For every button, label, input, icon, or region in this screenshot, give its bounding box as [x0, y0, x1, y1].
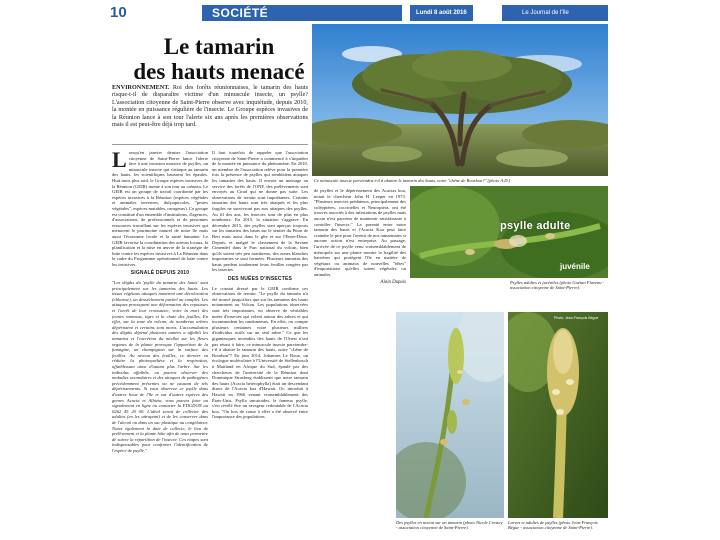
- subhead-signale: SIGNALÉ DEPUIS 2010: [130, 270, 190, 277]
- tamarin-tree-photo: [312, 24, 608, 176]
- tree-landscape-image: [312, 24, 608, 176]
- title-line-1: Le tamarin: [163, 34, 275, 59]
- main-photo-caption: Ce minuscule insecte parviendra-t-il à abattre le tamarin des hauts, notre "chêne de Bourbon?" (photo A.D.): [314, 178, 511, 183]
- subhead-nuees: DES NUÉES D'INSECTES: [227, 276, 293, 283]
- newspaper-name: Le Journal de l'île: [502, 5, 608, 21]
- juvenile-label: juvénile: [560, 262, 590, 271]
- larvae-adults-photo: [508, 312, 608, 518]
- section-title: SOCIÉTÉ: [202, 5, 402, 21]
- drop-cap: L: [112, 150, 127, 172]
- col1-paragraph: orsqu'en janvier dernier l'association citoyenne de Saint-Pierre lance l'alerte face à une invasion massive de psylles, un minuscule insecte qui s'attaque au tamarin des hauts, les scientifiques haussent les épaules. Huit mois plus tard, le Groupe espèces invasives de la Réunion (GEIR) monte à son tour au créneau. Le GEIR est un groupe de travail coordonné par les espèces invasives à la Réunion (espèces végétales et animales terrestres, dulçaquicoles, "pestes végétales", espèces mutables, ravageurs). Ce groupe est constitué d'un ensemble d'institutions, d'agences, d'associations, de professionnels et de personnes ressources travaillant sur les espèces invasives qui menacent le patrimoine naturel de notre île mais aussi l'économie locale et la santé humaine. Le GEIR favorise la coordination des acteurs locaux, la planification et la mise en œuvre de la stratégie de lutte contre les espèces invasives à La Réunion dans le cadre du Programme opérationnel de lutte contre les invasives.: [112, 150, 208, 267]
- newspaper-page: [110, 4, 608, 536]
- photo-credit: Photo: Jean-François Bégue: [554, 316, 599, 320]
- col2-paragraph-2: Le constat dressé par le GEIR confirme ces observations de terrain. "Le psylle du tamarin n'a été trouvé jusqu'alors que sur les tamarins des hauts notamment au Volcan. Les populations observées sont très importantes, on observe de véritables nuées d'insectes qui volent autour des arbres et qui incommodent les randonneurs. En effet, on compte plusieurs centaines voire plusieurs milliers d'individus actifs sur un seul arbre." Ce que les gigantesques incendies des hauts de l'Ouest n'ont pas réussi à faire, ce minuscule insecte parviendra-t-il à abattre le tamarin des hauts, notre "chêne de Bourbon"? En juin 2014, Johannes Le Roux, un écologue moléculaire à l'Université de Stellenbosch à Maitland en Afrique du Sud, épaulé par des chercheurs de l'université de la Réunion dont Dominique Strasberg établissent que notre tamarin des hauts (Acacia heterophylla) était un descendant direct de l'Acacia koa d'Hawaii. Or, introduit à Hawaii en 1966 venant vraisemblablement des États-Unis, Psylla uncatoides, le fameux psylle, s'est révélé être un ravageur redoutable de l'Acacia koa. "On lors de cause à effet a été observé entre l'importance des populations: [212, 285, 308, 420]
- column-3: [314, 188, 406, 310]
- col3-paragraph: de psylles et le dépérissement des Acacias koa, notait le chercheur John H. Leeper en 1973. "Plusieurs insectes prédateurs, principalement des coléoptères, coccinelles et Neuroptera, ont été trouvés associés à des infestations de psylles mais aucun n'est parvenu de maintenir satisfaisante à contrôler l'insecte." La parenté entre notre tamarin des hauts et l'Acacia Koa peut faire craindre le pire pour l'avenir de nos tamarinaies si aucune action n'est entreprise. Au passage, l'arrivée de ce psylle venu vraisemblablement de métropole sur une plante montre la fragilité des barrières qui protègent l'île en matière de végétaux ou animaux de nouvelles "bêtes" d'importations qu'elles soient végétales ou animales.: [314, 188, 406, 277]
- bottom-right-caption: Larves et adultes de psylles (photo Jean-François Bègue - association citoyenne de Saint-Pierre).: [508, 520, 598, 531]
- page-number: 10: [110, 4, 127, 21]
- col2-paragraph: Il faut toutefois de rappeler que l'association citoyenne de Saint-Pierre a commencé à s'inquiéter de la montée en puissance du phénomène. En 2010, un membre de l'association relève pour la première fois la présence de psylles qui semblaient attaquer les tamarins des hauts. Il envoie un message au service des forêts de l'ONF, des prélèvements sont envoyés au Cirad qui ne donne pas suite. Les observations de terrain sont inquiétantes. Certains tamarins des hauts sont très attaqués et les plus fragiles ne survivront pas aux attaques des psylles. Au fil des ans, les insectes sont de plus en plus nombreux. En 2015, la situation s'aggrave. En décembre 2015, des psylles sont aperçus toujours sur les tamarins des hauts sur le sentier du Piton de Bert mais aussi dans le gîte et sur l'Entre-Deux. Depuis, et malgré le classement de la Savane Cimendef dans le Parc national du volcan, bien qu'ils soient très peu nombreux, des zones blanches importantes se sont formées. Plusieurs tamarins des hauts perdent totalement leurs feuilles rongées par les insectes.: [212, 150, 308, 273]
- psylle-adult-label: psylle adulte: [500, 220, 571, 232]
- article-lead: [112, 84, 308, 128]
- larvae-image: [508, 312, 608, 518]
- psylle-adult-photo: [410, 186, 608, 278]
- lead-text: Roi des forêts réunionnaises, le tamarin des hauts risque-t-il de disparaître victime d'un minuscule insecte, un psylle? L'association citoyenne de Saint-Pierre observe avec inquiétude, depuis 2010, la montée en puissance régulière de l'insecte. Le Groupe espèces invasives de la Réunion lance à son tour l'alerte six ans après les premières observations mais il est peut-être déjà trop tard.: [112, 84, 308, 129]
- page-header: [110, 4, 608, 22]
- title-line-2: des hauts menacé: [133, 59, 305, 84]
- col1-quote: "Les dégâts du 'psylle du tamarin des hauts' sont principalement sur les tamarins des hauts. Les tissus végétaux attaqués montrent une décoloration (chlorose), un dessèchement partiel ou complet. Les attaques provoquent une déformation des repousses et l'arrêt de leur croissance, voire la mort des jeunes rameaux, tiges et la chute des feuilles. En effet, sur la zone du volcan, de nombreux arbres dépérissent et certains sont morts. L'accumulation des dégâts dépend plusieurs années a affaibli les tamarins et l'excrétion du miellat sur les fleurs organes de la plante provoque l'apparition de la fumagine, un champignon sur la surface des feuilles. Au niveau des feuilles, ce dernier va réduire la photosynthèse et la respiration, affaiblissant ainsi d'autant plus l'arbre. Sur les individus affaiblis, on pourra observer des maladies secondaires et des attaques de pathogènes précédemment présentes ou ne causant de tels dépérissements. Si vous observez ce psylle dans d'autres lieux de l'île et sur d'autres espèces des genres Acacia et Albizia, vous pouvez faire un signalement en ligne ou contacter la FDGDON au 0262 45 20 00. L'idéal serait de collecter des adultes (en les attrapant) et de les conserver dans de l'alcool ou dans un sac plastique au congélateur. Notez également la date de collecte, le lieu de prélèvement et la plante hôte afin de nous permettre de suivre la répartition de l'insecte. Ces étapes sont indispensables pour confirmer l'identification de l'espèce de psylle.": [112, 280, 208, 453]
- psylles-stem-image: [396, 312, 504, 518]
- article-title: [130, 34, 308, 84]
- psylles-action-photo: [396, 312, 504, 518]
- lead-kicker: ENVIRONNEMENT.: [112, 84, 170, 91]
- divider: [112, 144, 308, 145]
- column-2: [212, 150, 308, 534]
- author-signature: Alain Dupuis: [380, 279, 406, 285]
- bottom-left-caption: Des psylles en action sur un tamarin (photo Nicole Crestey - association citoyenne de Saint-Pierre).: [396, 520, 503, 531]
- issue-date: Lundi 8 août 2016: [410, 5, 473, 21]
- column-1: [112, 150, 208, 534]
- psylle-photo-caption: Psylles adultes et juvéniles (photo Gaëtan Flavenu - association citoyenne de Saint-Pierre).: [510, 280, 605, 291]
